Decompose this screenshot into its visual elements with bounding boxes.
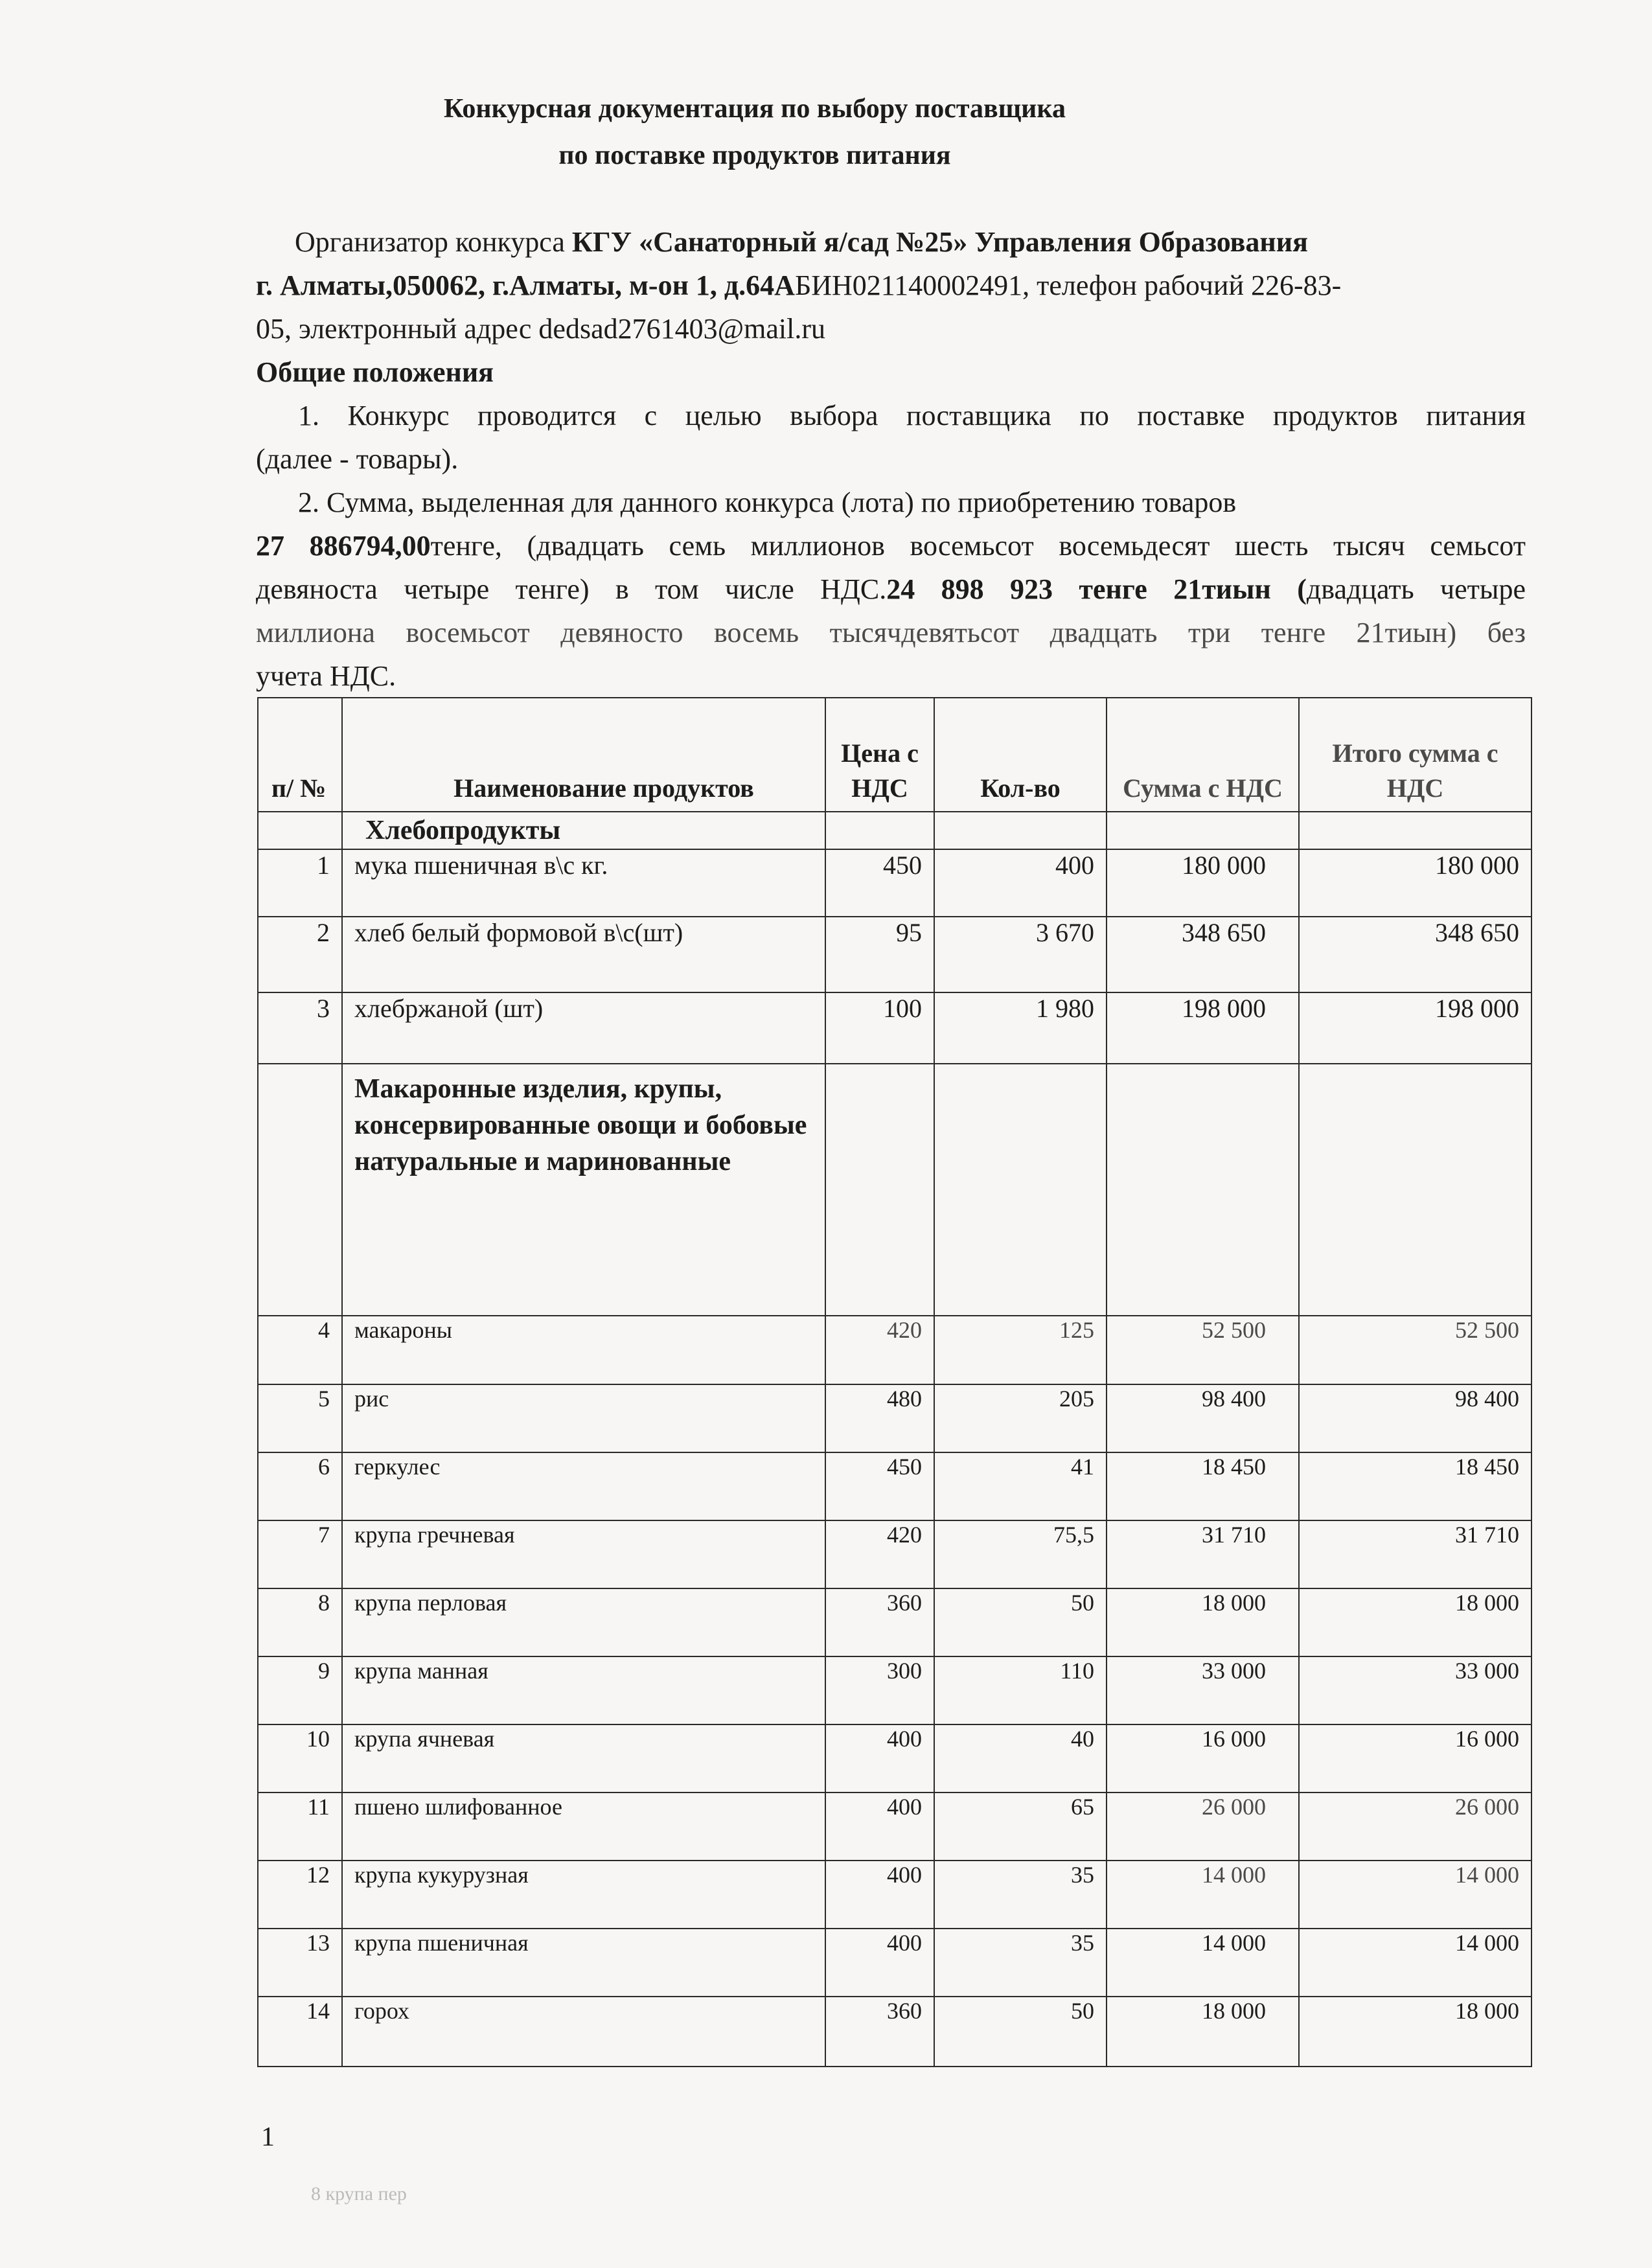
cell-name: крупа гречневая	[342, 1520, 825, 1588]
cell-price: 450	[825, 1452, 934, 1520]
cell-name: пшено шлифованное	[342, 1793, 825, 1861]
cell-sum: 14 000	[1107, 1929, 1299, 1997]
cell-total: 198 000	[1299, 992, 1532, 1064]
cell-sum: 180 000	[1107, 849, 1299, 917]
cell-number: 12	[258, 1861, 342, 1929]
cell-name: крупа кукурузная	[342, 1861, 825, 1929]
table-row	[258, 1520, 1532, 1588]
cell-total: 14 000	[1299, 1929, 1532, 1997]
table-row	[258, 1793, 1532, 1861]
cell-price: 400	[825, 1929, 934, 1997]
cell-price: 400	[825, 1724, 934, 1793]
item2-line5: учета НДС.	[256, 660, 396, 692]
group-label: Макаронные изделия, крупы, консервированные овощи и бобовые натуральные и маринованные	[342, 1064, 825, 1316]
table-row	[258, 992, 1532, 1064]
table-row	[258, 1997, 1532, 2067]
table-row	[258, 1384, 1532, 1452]
table-row	[258, 917, 1532, 992]
cell-price: 360	[825, 1997, 934, 2067]
products-table	[257, 697, 1532, 2067]
cell-number: 7	[258, 1520, 342, 1588]
cell-qty: 41	[934, 1452, 1107, 1520]
cell-number: 2	[258, 917, 342, 992]
cell-price: 100	[825, 992, 934, 1064]
cell-number: 8	[258, 1588, 342, 1656]
item1-line1: 1. Конкурс проводится с целью выбора поставщика по поставке продуктов питания	[298, 400, 1526, 431]
cell-qty: 75,5	[934, 1520, 1107, 1588]
group-label: Хлебопродукты	[342, 812, 825, 849]
cell-sum: 198 000	[1107, 992, 1299, 1064]
intro-line1: Организатор конкурса КГУ «Санаторный я/сад №25» Управления Образования	[295, 226, 1308, 258]
cell-sum: 16 000	[1107, 1724, 1299, 1793]
cell-name: хлеб белый формовой в\с(шт)	[342, 917, 825, 992]
cell-qty: 125	[934, 1316, 1107, 1384]
table-row	[258, 1929, 1532, 1997]
cell-number: 4	[258, 1316, 342, 1384]
col-header-sum: Сумма с НДС	[1107, 698, 1299, 812]
cell-price: 420	[825, 1316, 934, 1384]
cell-price: 420	[825, 1520, 934, 1588]
cell-total: 14 000	[1299, 1861, 1532, 1929]
cell-sum: 98 400	[1107, 1384, 1299, 1452]
cell-price: 400	[825, 1861, 934, 1929]
cell-total: 33 000	[1299, 1656, 1532, 1724]
cell-qty: 35	[934, 1861, 1107, 1929]
cell-qty: 400	[934, 849, 1107, 917]
cell-total: 98 400	[1299, 1384, 1532, 1452]
cell-total: 348 650	[1299, 917, 1532, 992]
cell-number: 13	[258, 1929, 342, 1997]
table-row	[258, 849, 1532, 917]
table-row	[258, 1452, 1532, 1520]
cell-number: 1	[258, 849, 342, 917]
table-header-row	[258, 698, 1532, 812]
table-row	[258, 1724, 1532, 1793]
cell-name: хлебржаной (шт)	[342, 992, 825, 1064]
cell-sum: 52 500	[1107, 1316, 1299, 1384]
cell-total: 52 500	[1299, 1316, 1532, 1384]
cell-price: 95	[825, 917, 934, 992]
document-title-line1: Конкурсная документация по выбору поставщика	[444, 94, 1066, 124]
cell-number: 10	[258, 1724, 342, 1793]
cell-qty: 205	[934, 1384, 1107, 1452]
group-row	[258, 812, 1532, 849]
cell-total: 31 710	[1299, 1520, 1532, 1588]
cell-name: макароны	[342, 1316, 825, 1384]
cell-total: 18 450	[1299, 1452, 1532, 1520]
cell-qty: 110	[934, 1656, 1107, 1724]
col-header-total: Итого сумма с НДС	[1299, 698, 1532, 812]
cell-number: 9	[258, 1656, 342, 1724]
cell-qty: 35	[934, 1929, 1107, 1997]
cell-name: горох	[342, 1997, 825, 2067]
cell-number: 3	[258, 992, 342, 1064]
intro-line2: г. Алматы,050062, г.Алматы, м-он 1, д.64АБИН021140002491, телефон рабочий 226-83-	[256, 269, 1342, 301]
cell-sum: 18 000	[1107, 1997, 1299, 2067]
document-title-line2: по поставке продуктов питания	[558, 141, 951, 170]
table-row	[258, 1656, 1532, 1724]
cell-price: 360	[825, 1588, 934, 1656]
cell-qty: 50	[934, 1588, 1107, 1656]
item1-line2: (далее - товары).	[256, 443, 459, 475]
col-header-number: п/ №	[258, 698, 342, 812]
section-heading: Общие положения	[256, 356, 494, 388]
cell-sum: 31 710	[1107, 1520, 1299, 1588]
cell-sum: 14 000	[1107, 1861, 1299, 1929]
cell-total: 26 000	[1299, 1793, 1532, 1861]
col-header-qty: Кол-во	[934, 698, 1107, 812]
item2-line4: миллиона восемьсот девяносто восемь тысячдевятьсот двадцать три тенге 21тиын) без	[256, 617, 1526, 648]
cell-total: 18 000	[1299, 1588, 1532, 1656]
cell-name: геркулес	[342, 1452, 825, 1520]
item2-line3: девяноста четыре тенге) в том числе НДС.24 898 923 тенге 21тиын (двадцать четыре	[256, 573, 1526, 605]
cell-qty: 1 980	[934, 992, 1107, 1064]
cell-sum: 18 450	[1107, 1452, 1299, 1520]
cell-qty: 40	[934, 1724, 1107, 1793]
intro-line3: 05, электронный адрес dedsad2761403@mail.ru	[256, 313, 825, 345]
cell-name: крупа перловая	[342, 1588, 825, 1656]
cell-sum: 26 000	[1107, 1793, 1299, 1861]
cell-qty: 3 670	[934, 917, 1107, 992]
cell-price: 300	[825, 1656, 934, 1724]
cell-sum: 33 000	[1107, 1656, 1299, 1724]
cell-name: крупа манная	[342, 1656, 825, 1724]
cell-number: 14	[258, 1997, 342, 2067]
cell-number: 5	[258, 1384, 342, 1452]
cell-total: 16 000	[1299, 1724, 1532, 1793]
cell-number: 6	[258, 1452, 342, 1520]
cell-number: 11	[258, 1793, 342, 1861]
page-number: 1	[261, 2122, 275, 2152]
cell-sum: 348 650	[1107, 917, 1299, 992]
cell-price: 450	[825, 849, 934, 917]
cell-total: 180 000	[1299, 849, 1532, 917]
intro-paragraph	[256, 220, 1526, 698]
table-row	[258, 1861, 1532, 1929]
col-header-name: Наименование продуктов	[342, 698, 825, 812]
cell-name: рис	[342, 1384, 825, 1452]
cell-sum: 18 000	[1107, 1588, 1299, 1656]
cell-total: 18 000	[1299, 1997, 1532, 2067]
table-row	[258, 1316, 1532, 1384]
cell-name: крупа ячневая	[342, 1724, 825, 1793]
cell-price: 480	[825, 1384, 934, 1452]
group-row	[258, 1064, 1532, 1316]
cell-name: мука пшеничная в\с кг.	[342, 849, 825, 917]
table-row	[258, 1588, 1532, 1656]
col-header-price: Цена с НДС	[825, 698, 934, 812]
item2-line2: 27 886794,00тенге, (двадцать семь миллионов восемьсот восемьдесят шесть тысяч семьсот	[256, 530, 1526, 562]
item2-line1: 2. Сумма, выделенная для данного конкурса (лота) по приобретению товаров	[298, 487, 1237, 518]
cell-qty: 50	[934, 1997, 1107, 2067]
bleed-through-text: 8 крупа пер	[311, 2183, 407, 2205]
cell-price: 400	[825, 1793, 934, 1861]
cell-qty: 65	[934, 1793, 1107, 1861]
cell-name: крупа пшеничная	[342, 1929, 825, 1997]
